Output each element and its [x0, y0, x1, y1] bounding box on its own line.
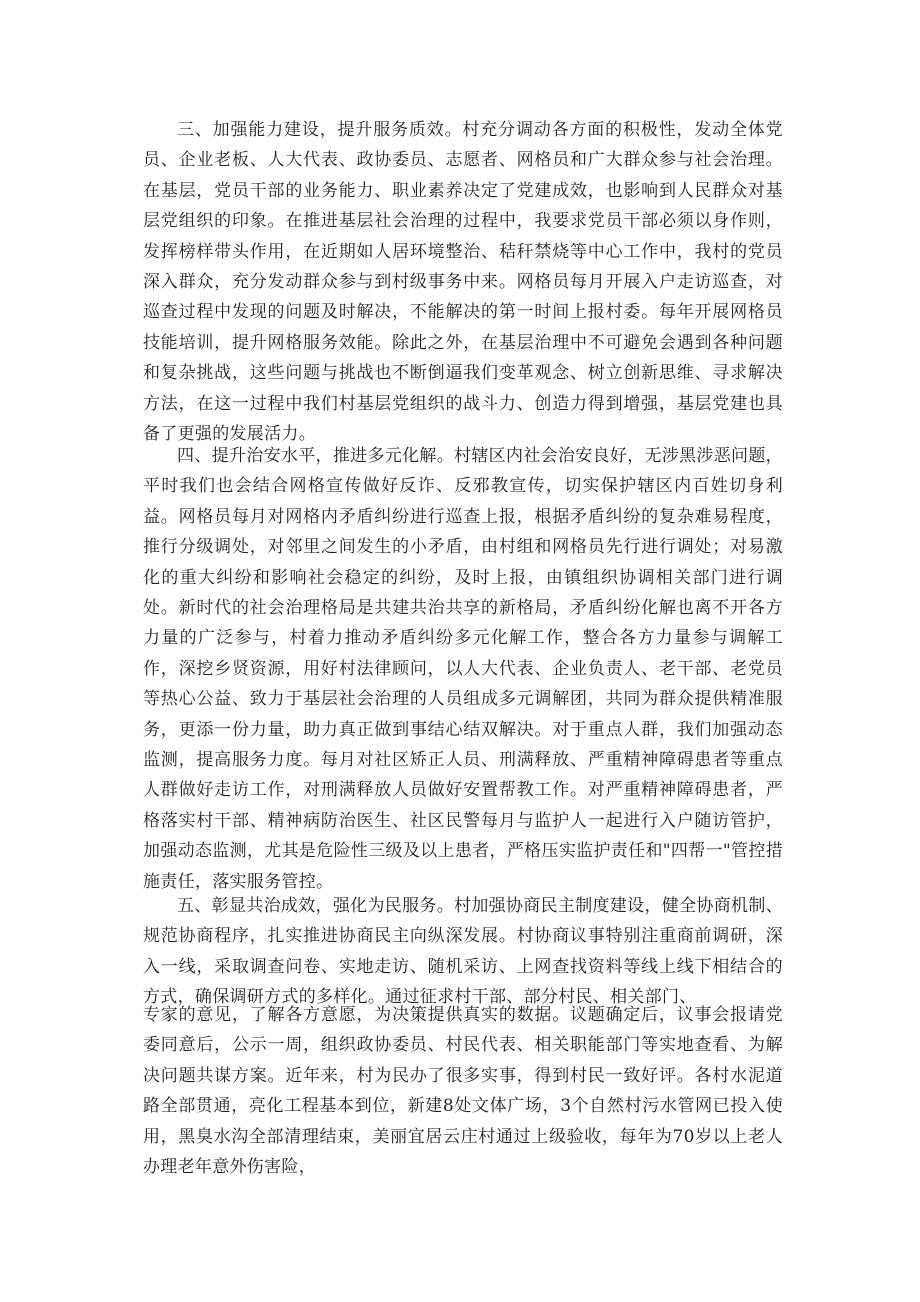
paragraph-body: 村加强协商民主制度建设，健全协商机制、规范协商程序，扎实推进协商民主向纵深发展。村协商议事特别注重商前调研，深入一线，采取调查问卷、实地走访、随机采访、上网查找资料等线上线下相结合的方式，确保调研方式的多样化。通过征求村干部、部分村民、相关部门、	[143, 896, 783, 1008]
paragraph-continuation	[143, 1000, 783, 1182]
paragraph-heading: 五、彰显共治成效，强化为民服务。	[177, 896, 455, 916]
paragraph-public-security	[143, 441, 783, 897]
paragraph-co-governance	[143, 891, 783, 1013]
paragraph-body: 村充分调动各方面的积极性，发动全体党员、企业老板、人大代表、政协委员、志愿者、网格员和广大群众参与社会治理。在基层，党员干部的业务能力、职业素养决定了党建成效，也影响到人民群众对基层党组织的印象。在推进基层社会治理的过程中，我要求党员干部必须以身作则，发挥榜样带头作用，在近期如人居环境整治、秸秆禁烧等中心工作中，我村的党员深入群众，充分发动群众参与到村级事务中来。网格员每月开展入户走访巡查，对巡查过程中发现的问题及时解决，不能解决的第一时间上报村委。每年开展网格员技能培训，提升网格服务效能。除此之外，在基层治理中不可避免会遇到各种问题和复杂挑战，这些问题与挑战也不断倒逼我们变革观念、树立创新思维、寻求解决方法，在这一过程中我们村基层党组织的战斗力、创造力得到增强，基层党建也具备了更强的发展活力。	[143, 120, 783, 445]
paragraph-heading: 四、提升治安水平，推进多元化解。	[177, 446, 455, 466]
paragraph-heading: 三、加强能力建设，提升服务质效。	[177, 120, 463, 140]
paragraph-capacity-building	[143, 115, 783, 449]
paragraph-body: 专家的意见，了解各方意愿，为决策提供真实的数据。议题确定后，议事会报请党委同意后，公示一周，组织政协委员、村民代表、相关职能部门等实地查看、为解决问题共谋方案。近年来，村为民办了很多实事，得到村民一致好评。各村水泥道路全部贯通，亮化工程基本到位，新建8处文体广场，3个自然村污水管网已投入使用，黑臭水沟全部清理结束，美丽宜居云庄村通过上级验收，每年为70岁以上老人办理老年意外伤害险，	[143, 1005, 783, 1178]
paragraph-body: 村辖区内社会治安良好，无涉黑涉恶问题，平时我们也会结合网格宣传做好反诈、反邪教宣传，切实保护辖区内百姓切身利益。网格员每月对网格内矛盾纠纷进行巡查上报，根据矛盾纠纷的复杂难易程度，推行分级调处，对邻里之间发生的小矛盾，由村组和网格员先行进行调处；对易激化的重大纠纷和影响社会稳定的纠纷，及时上报，由镇组织协调相关部门进行调处。新时代的社会治理格局是共建共治共享的新格局，矛盾纠纷化解也离不开各方力量的广泛参与，村着力推动矛盾纠纷多元化解工作，整合各方力量参与调解工作，深挖乡贤资源，用好村法律顾问，以人大代表、企业负责人、老干部、老党员等热心公益、致力于基层社会治理的人员组成多元调解团，共同为群众提供精准服务，更添一份力量，助力真正做到事结心结双解决。对于重点人群，我们加强动态监测，提高服务力度。每月对社区矫正人员、刑满释放、严重精神障碍患者等重点人群做好走访工作，对刑满释放人员做好安置帮教工作。对严重精神障碍患者，严格落实村干部、精神病防治医生、社区民警每月与监护人一起进行入户随访管护，加强动态监测，尤其是危险性三级及以上患者，严格压实监护责任和"四帮一"管控措施责任，落实服务管控。	[143, 446, 783, 892]
